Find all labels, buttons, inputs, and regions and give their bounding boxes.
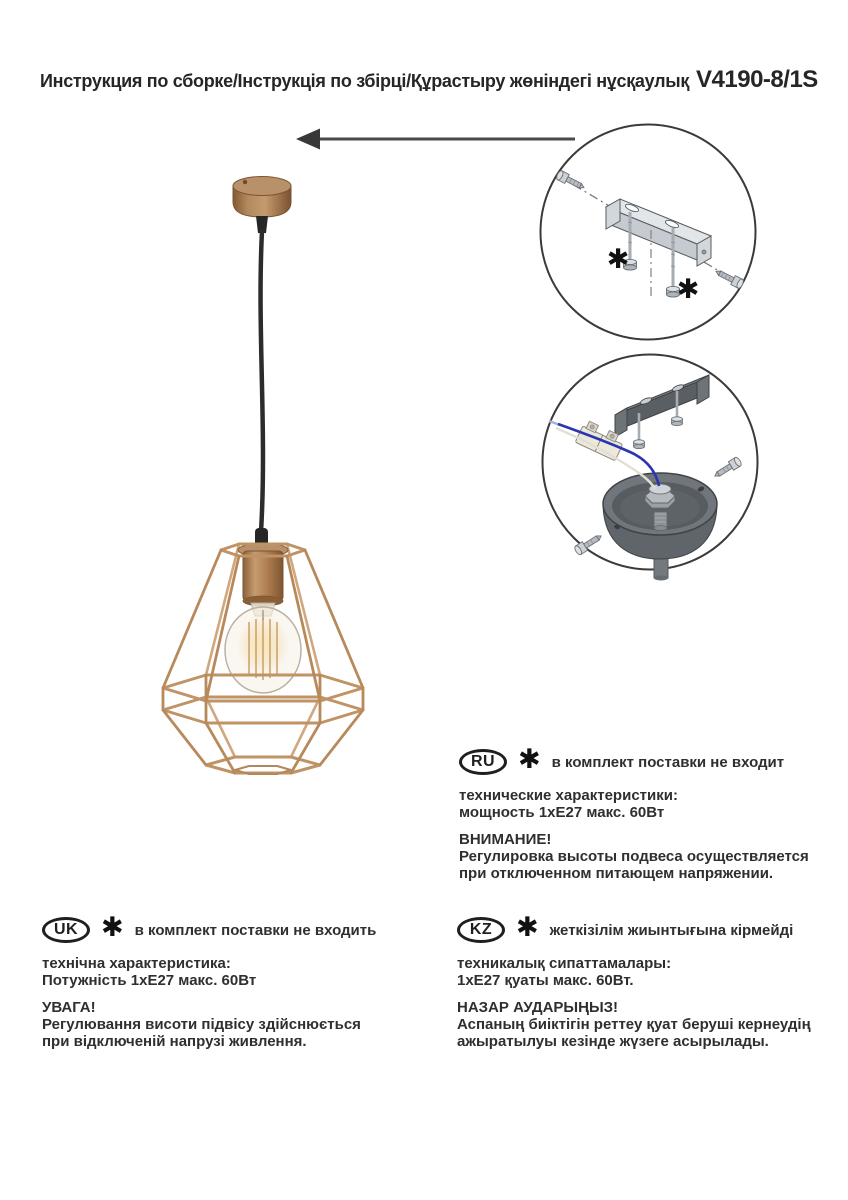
kit-note: в комплект поставки не входить: [134, 921, 377, 939]
kit-note: жеткізілім жиынтығына кірмейді: [549, 921, 794, 939]
asterisk-marker: ✱: [516, 912, 539, 943]
lang-badge-ru: RU: [459, 749, 507, 775]
warning-line: Регулировка высоты подвеса осуществляется: [459, 848, 809, 865]
warning-title: ВНИМАНИЕ!: [459, 831, 552, 848]
section-kz-header: [457, 912, 847, 943]
suspension-cord: [255, 216, 268, 548]
lang-badge-kz: KZ: [457, 917, 505, 943]
section-kz: [457, 912, 847, 1050]
asterisk-marker: ✱: [101, 912, 124, 943]
warning-title: УВАГА!: [42, 999, 96, 1016]
spec-title: технические характеристики:: [459, 787, 678, 804]
lamp-socket: [238, 544, 288, 607]
spec-value: Потужність 1хЕ27 макс. 60Вт: [42, 972, 257, 989]
light-bulb: [225, 603, 301, 693]
spec-value: 1хЕ27 қуаты макс. 60Вт.: [457, 972, 634, 989]
title-text: Инструкция по сборке/Інструкція по збірці/Құрастыру жөніндегі нұсқаулық: [40, 71, 690, 91]
asterisk-marker: ✱: [676, 274, 700, 305]
asterisk-marker: ✱: [606, 244, 630, 275]
direction-arrow: [296, 129, 575, 150]
warning-title: НАЗАР АУДАРЫҢЫЗ!: [457, 999, 619, 1016]
spec-title: технічна характеристика:: [42, 955, 231, 972]
warning-line: Регулювання висоти підвісу здійснюється: [42, 1016, 361, 1033]
section-ru: [459, 744, 845, 882]
ceiling-cup: [233, 177, 291, 218]
warning-line: при отключенном питающем напряжении.: [459, 865, 774, 882]
canopy-detail-circle: [543, 355, 758, 581]
bracket-detail-circle: [541, 125, 756, 340]
spec-title: техникалық сипаттамалары:: [457, 955, 672, 972]
lang-badge-uk: UK: [42, 917, 90, 943]
model-number: V4190-8/1S: [696, 66, 818, 93]
warning-line: Аспаның биіктігін реттеу қуат беруші кернеудің: [457, 1016, 811, 1033]
section-ru-header: [459, 744, 845, 775]
kit-note: в комплект поставки не входит: [551, 753, 785, 771]
warning-line: ажыратылуы кезінде жүзеге асырылады.: [457, 1033, 769, 1050]
asterisk-marker: ✱: [518, 744, 541, 775]
pendant-lamp-illustration: [163, 177, 363, 775]
section-uk: [42, 912, 444, 1050]
warning-line: при відключеній напрузі живлення.: [42, 1033, 307, 1050]
spec-value: мощность 1хЕ27 макс. 60Вт: [459, 804, 665, 821]
section-uk-header: [42, 912, 444, 943]
